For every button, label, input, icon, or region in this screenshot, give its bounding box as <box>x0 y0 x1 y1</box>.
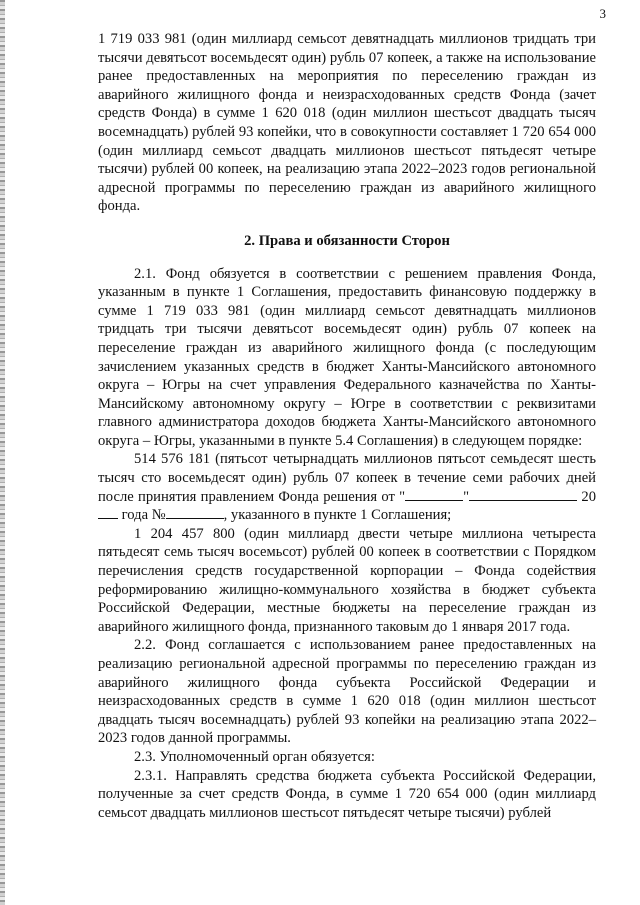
day-blank <box>405 488 463 501</box>
month-blank <box>469 488 577 501</box>
paragraph-tranche-1 <box>98 450 596 524</box>
paragraph-2-2: 2.2. Фонд соглашается с использованием ранее предоставленных на реализацию региональной адресной программы по переселению граждан из аварийного жилищного фонда субъекта Российской Федерации и неизрасходованных средств в сумме 1 620 018 (один миллион шестьсот двадцать тысяч восемнадцать) рублей 93 копейки на реализацию этапа 2022–2023 годов данной программы. <box>98 637 596 747</box>
tranche-1-end: , указанного в пункте 1 Соглашения; <box>223 507 452 524</box>
tranche-1-quote: " <box>463 488 470 505</box>
page-number: 3 <box>599 6 606 21</box>
number-blank <box>166 506 224 519</box>
scan-edge <box>0 0 5 905</box>
document-body <box>98 30 596 822</box>
paragraph-tranche-2: 1 204 457 800 (один миллиард двести четыре миллиона четыреста пятьдесят семь тысяч восемьсот) рублей 00 копеек в соответствии с Порядком перечисления средств государственной корпорации – Фонда содействия реформированию жилищно-коммунального хозяйства в бюджет субъекта Российской Федерации, местные бюджеты на переселение граждан из аварийного жилищного фонда, признанного таковым до 1 января 2017 года. <box>98 525 596 635</box>
year-blank <box>98 506 118 519</box>
tranche-1-text: 514 576 181 (пятьсот четырнадцать миллионов пятьсот семьдесят шесть тысяч сто восемьдесят один) рубль 07 копеек в течение семи рабочих дней после принятия правлением Фонда решения от " <box>98 451 596 505</box>
tranche-1-number-label: года № <box>118 507 166 524</box>
paragraph-2-1: 2.1. Фонд обязуется в соответствии с решением правления Фонда, указанным в пункте 1 Соглашения, предоставить финансовую поддержку в сумме 1 719 033 981 (один миллиард семьсот девятнадцать миллионов тридцать три тысячи девятьсот восемьдесят один) рубль 07 копеек на переселение граждан из аварийного жилищного фонда (с последующим зачислением указанных средств в бюджет Ханты-Мансийского автономного округа – Югры на счет управления Федерального казначейства по Ханты-Мансийскому автономному округу – Югре в соответствии с реквизитами главного администратора доходов бюджета Ханты-Мансийского автономного округа – Югры, указанными в пункте 5.4 Соглашения) в следующем порядке: <box>98 265 596 449</box>
paragraph-2-3-1: 2.3.1. Направлять средства бюджета субъекта Российской Федерации, полученные за счет средств Фонда, в сумме 1 720 654 000 (один миллиард семьсот двадцать миллионов шестьсот пятьдесят четыре тысячи) рублей <box>98 767 596 821</box>
paragraph-2-3: 2.3. Уполномоченный орган обязуется: <box>134 748 375 765</box>
tranche-1-year-prefix: 20 <box>581 488 596 505</box>
section-heading: 2. Права и обязанности Сторон <box>244 232 450 249</box>
paragraph-continuation: 1 719 033 981 (один миллиард семьсот девятнадцать миллионов тридцать три тысячи девятьсот восемьдесят один) рубль 07 копеек, а также на использование ранее предоставленных на мероприятия по переселению граждан из аварийного жилищного фонда и неизрасходованных средств Фонда (зачет средств Фонда) в сумме 1 620 018 (один миллион шестьсот двадцать тысяч восемнадцать) рублей 93 копейки, что в совокупности составляет 1 720 654 000 (один миллиард семьсот двадцать миллионов шестьсот пятьдесят четыре тысячи) рублей 00 копеек, на реализацию этапа 2022–2023 годов региональной адресной программы по переселению граждан из аварийного жилищного фонда. <box>98 31 596 215</box>
